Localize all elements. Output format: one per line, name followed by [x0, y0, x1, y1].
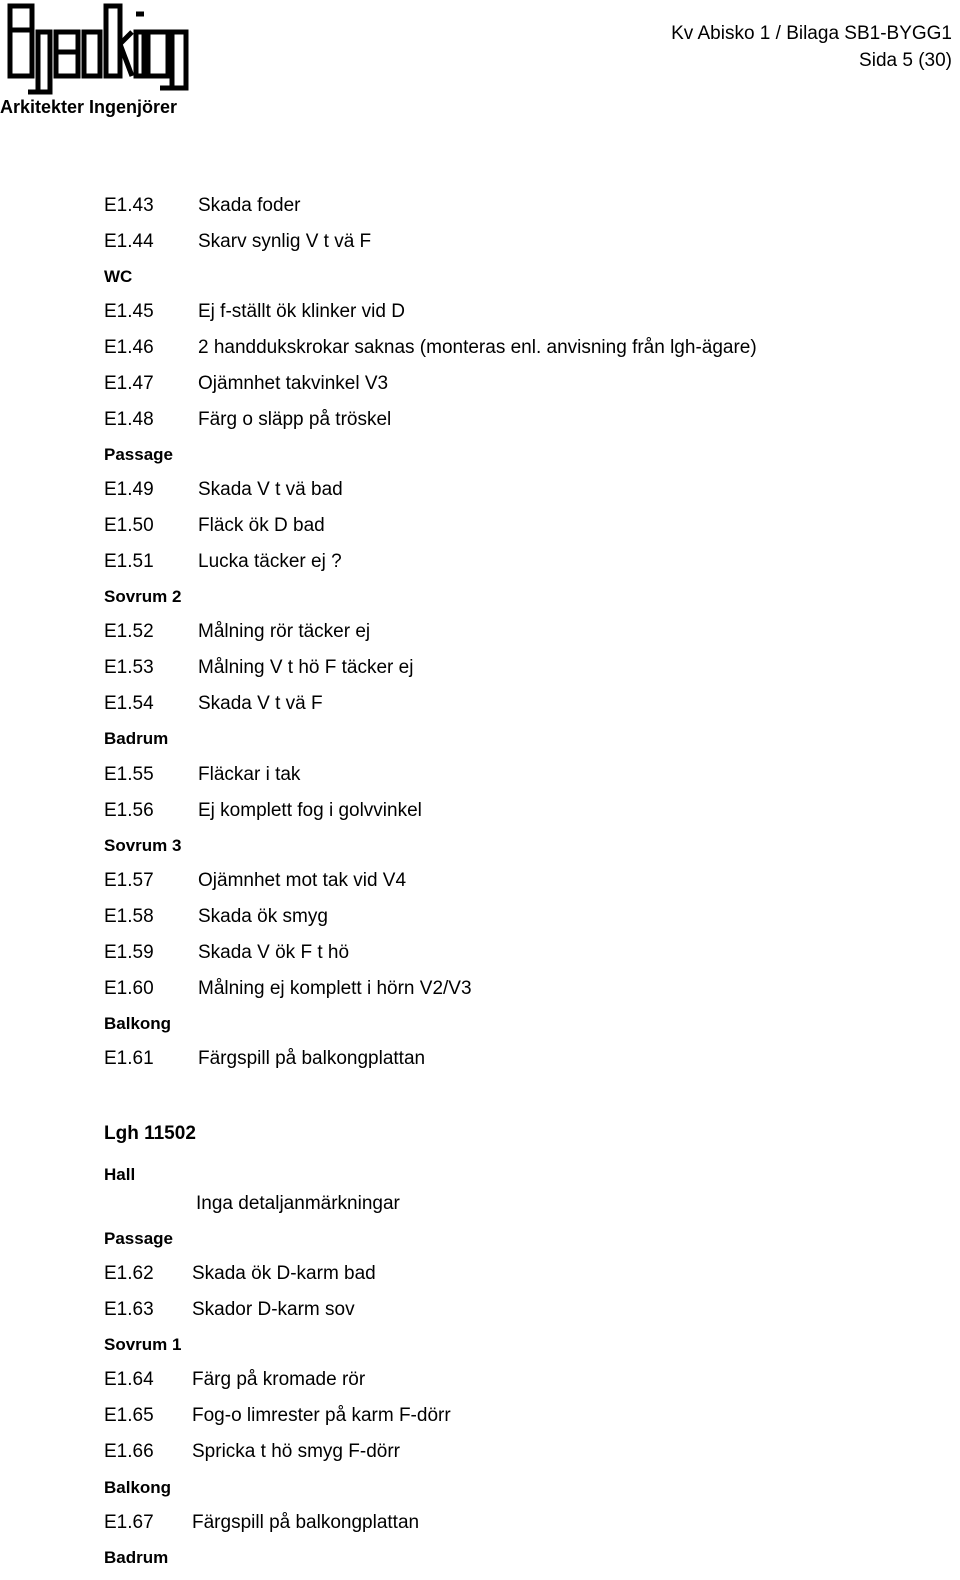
item-code: E1.67 [104, 1512, 154, 1533]
list-item [104, 799, 422, 823]
item-code: E1.64 [104, 1369, 154, 1390]
list-item [104, 692, 323, 716]
list-item [104, 941, 349, 965]
section-heading: Sovrum 1 [104, 1335, 182, 1354]
list-item [104, 1511, 419, 1535]
item-text: Skada foder [198, 195, 301, 216]
section-heading: Sovrum 2 [104, 587, 182, 606]
list-item [104, 977, 472, 1001]
list-item [104, 478, 343, 502]
list-item [104, 763, 300, 787]
document-reference [671, 20, 952, 74]
apartment-title: Lgh 11502 [104, 1123, 196, 1144]
section-heading: Badrum [104, 1548, 169, 1567]
section-heading: Balkong [104, 1014, 172, 1033]
item-text: Ojämnhet takvinkel V3 [198, 373, 389, 394]
item-code: E1.59 [104, 942, 154, 963]
list-item [104, 372, 388, 396]
section-heading: Balkong [104, 1478, 172, 1497]
bjerking-logo [0, 0, 190, 125]
item-text: Målning V t hö F täcker ej [198, 657, 414, 678]
item-text: Skador D-karm sov [192, 1299, 355, 1320]
list-item [104, 1298, 355, 1322]
item-code: E1.52 [104, 621, 154, 642]
list-item [104, 1404, 451, 1428]
svg-text:Arkitekter Ingenjörer: Arkitekter Ingenjörer [0, 97, 178, 117]
item-text: Ojämnhet mot tak vid V4 [198, 870, 407, 891]
item-code: E1.65 [104, 1405, 154, 1426]
section-heading: Passage [104, 1229, 173, 1248]
list-item [104, 1047, 425, 1071]
item-text: Färg på kromade rör [192, 1369, 366, 1390]
list-item [104, 869, 406, 893]
list-item [104, 1262, 376, 1286]
item-code: E1.58 [104, 906, 154, 927]
list-item [196, 1192, 400, 1216]
item-text: Skada V t vä F [198, 693, 323, 714]
list-item [104, 194, 300, 218]
item-text: Skada ök smyg [198, 906, 328, 927]
item-text: Ej komplett fog i golvvinkel [198, 800, 422, 821]
item-code: E1.49 [104, 479, 154, 500]
item-code: E1.47 [104, 373, 154, 394]
section-heading: Passage [104, 445, 173, 464]
item-text: Ej f-ställt ök klinker vid D [198, 301, 405, 322]
document-title: Kv Abisko 1 / Bilaga SB1-BYGG1 [671, 23, 952, 44]
section-heading: Hall [104, 1165, 136, 1184]
item-text: Färg o släpp på tröskel [198, 409, 392, 430]
item-code: E1.60 [104, 978, 154, 999]
list-item [104, 905, 328, 929]
item-code: E1.55 [104, 764, 154, 785]
item-code: E1.63 [104, 1299, 154, 1320]
list-item [104, 1440, 400, 1464]
item-text: Skarv synlig V t vä F [198, 231, 372, 252]
item-text: Färgspill på balkongplattan [198, 1048, 426, 1069]
item-code: E1.48 [104, 409, 154, 430]
item-text: Skada V t vä bad [198, 479, 343, 500]
item-code: E1.53 [104, 657, 154, 678]
list-item [104, 408, 391, 432]
item-text: Målning rör täcker ej [198, 621, 371, 642]
item-code: E1.54 [104, 693, 154, 714]
item-text: Fläck ök D bad [198, 515, 325, 536]
item-code: E1.43 [104, 195, 154, 216]
item-code: E1.51 [104, 551, 154, 572]
section-heading: Badrum [104, 729, 169, 748]
item-code: E1.46 [104, 337, 154, 358]
item-code: E1.50 [104, 515, 154, 536]
list-item [104, 620, 370, 644]
item-code: E1.56 [104, 800, 154, 821]
item-text: Färgspill på balkongplattan [192, 1512, 420, 1533]
list-item [104, 1368, 365, 1392]
list-item [104, 656, 413, 680]
list-item [104, 514, 325, 538]
item-text: Inga detaljanmärkningar [196, 1193, 400, 1214]
page-number: Sida 5 (30) [859, 50, 952, 71]
item-text: Skada V ök F t hö [198, 942, 350, 963]
list-item [104, 336, 757, 360]
list-item [104, 230, 371, 254]
section-heading: WC [104, 267, 133, 286]
item-code: E1.44 [104, 231, 154, 252]
item-text: Fläckar i tak [198, 764, 301, 785]
item-text: Målning ej komplett i hörn V2/V3 [198, 978, 472, 999]
item-code: E1.57 [104, 870, 154, 891]
list-item [104, 550, 342, 574]
item-text: 2 handdukskrokar saknas (monteras enl. anvisning från lgh-ägare) [198, 337, 757, 358]
item-text: Lucka täcker ej ? [198, 551, 342, 572]
item-text: Spricka t hö smyg F-dörr [192, 1441, 400, 1462]
item-text: Fog-o limrester på karm F-dörr [192, 1405, 451, 1426]
item-code: E1.61 [104, 1048, 154, 1069]
item-text: Skada ök D-karm bad [192, 1263, 376, 1284]
list-item [104, 300, 405, 324]
item-code: E1.66 [104, 1441, 154, 1462]
item-code: E1.45 [104, 301, 154, 322]
section-heading: Sovrum 3 [104, 836, 182, 855]
item-code: E1.62 [104, 1263, 154, 1284]
